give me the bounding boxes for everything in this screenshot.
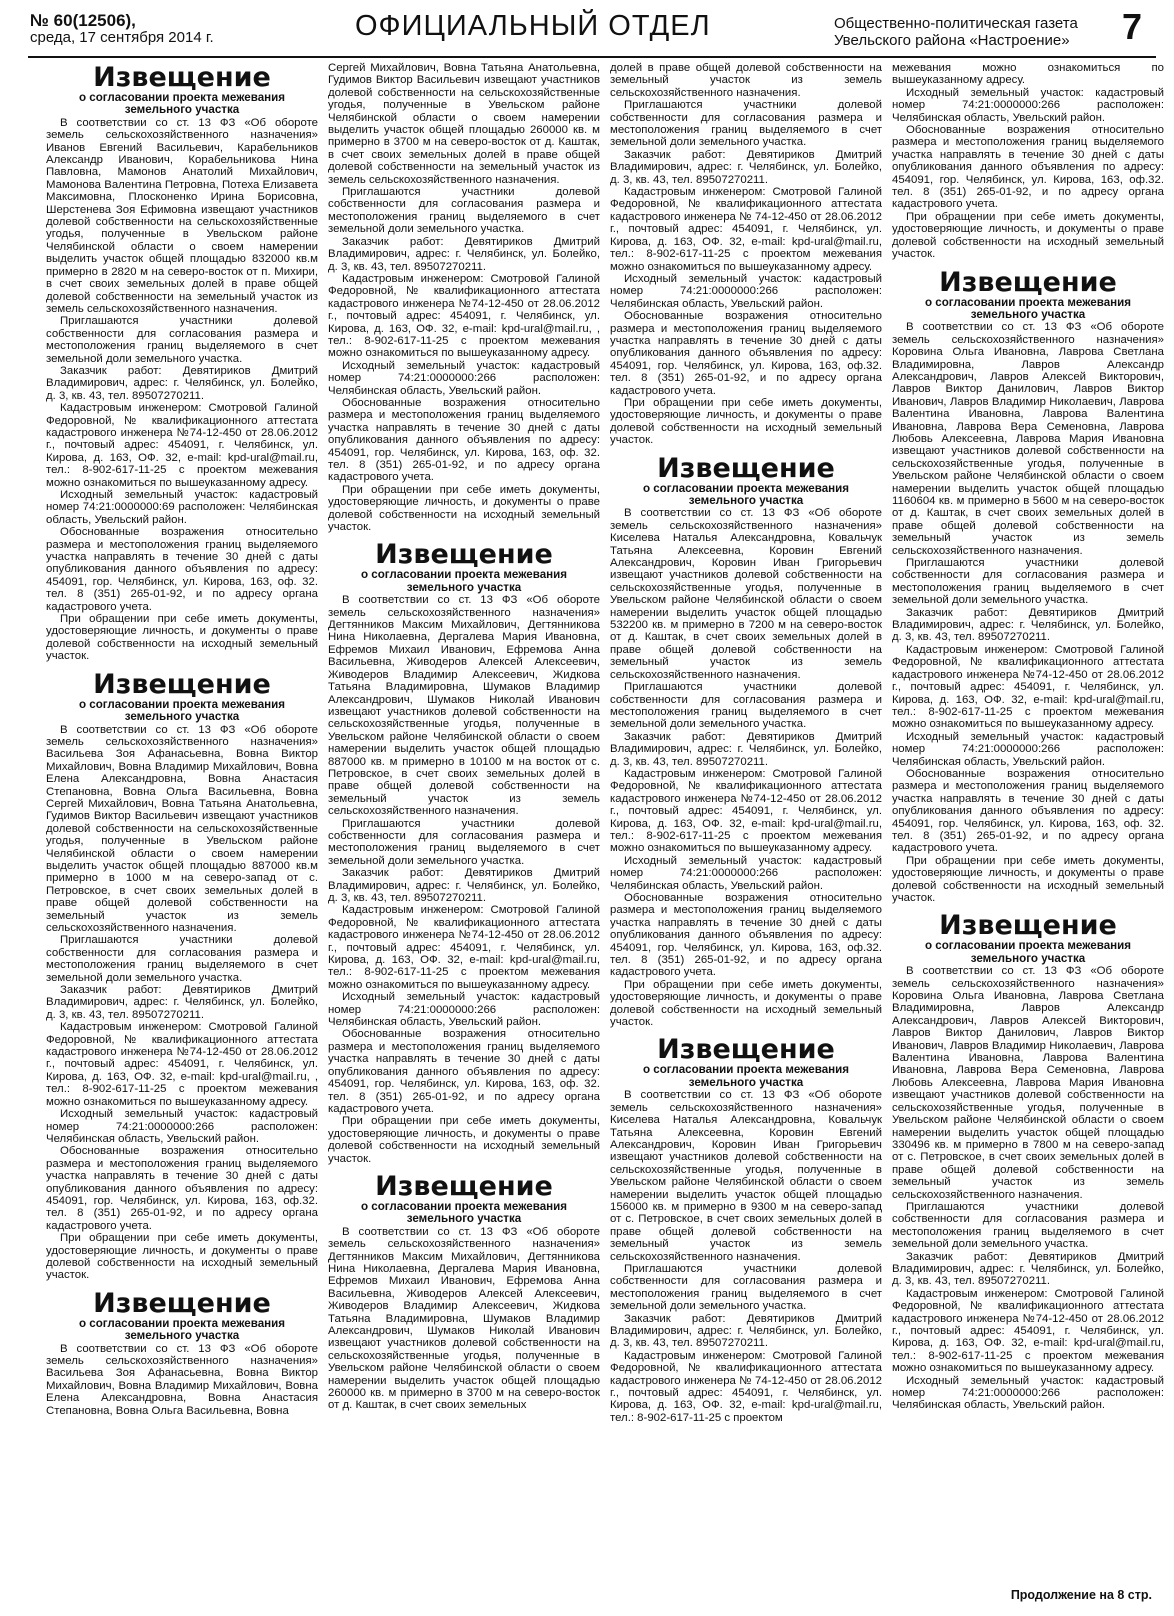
notice-subtitle: о согласовании проекта межевания земельного участка (78, 1316, 286, 1343)
notice-subtitle: о согласовании проекта межевания земельного участка (642, 1063, 850, 1089)
notice-paragraph: Заказчик работ: Девятириков Дмитрий Владимирович, адрес: г. Челябинск, ул. Болейко, д. 3, кв. 43, тел. 89507270211. (328, 867, 600, 904)
notice-paragraph: В соответствии со ст. 13 ФЗ «Об обороте земель сельскохозяйственного назначения» Коровина Ольга Ивановна, Лаврова Светлана Владимировна, Лавров Александр Александрович, Лавров Алексей Викторович, Лавров Виктор Данилович, Лавров Виктор Иванович, Лавров Владимир Николаевич, Лаврова Валентина Ивановна, Лаврова Валентина Ивановна, Лаврова Вера Семеновна, Лаврова Любовь Алексеевна, Лаврова Мария Ивановна извещают участников долевой собственности на сельскохозяйственные угодья, полученные в Увельском районе Челябинской области о своем намерении выделить участок общей площадью 1160604 кв. м примерно в 5600 м на северо-восток от д. Каштак, в счет своих земельных долей в праве общей долевой собственности на земельный участок из земель сельскохозяйственного назначения. (892, 321, 1164, 557)
notice (610, 452, 882, 1029)
notice-paragraph: Кадастровым инженером: Смотровой Галиной Федоровной, № квалификационного аттестата кадастрового инженера №74-12-450 от 28.06.2012 г., почтовый адрес: 454091, г. Челябинск, ул. Кирова, д. 163, ОФ. 32, e-mail: kpd-ural@mail.ru, тел.: 8-902-617-11-25 с проектом межевания можно ознакомиться по вышеуказанному адресу. (46, 402, 318, 489)
header-divider (28, 56, 1156, 58)
notice-paragraph: Обоснованные возражения относительно размера и местоположения границ выделяемого участка направлять в течение 30 дней с даты опубликования данного объявления по адресу: 454091, гор. Челябинск, ул. Кирова, 163, оф. 32. тел. 8 (351) 265-01-92, и по адресу органа кадастрового учета. (328, 1028, 600, 1115)
notice-paragraph: Приглашаются участники долевой собственности для согласования размера и местоположения границ выделяемого в счет земельной доли земельного участка. (610, 681, 882, 731)
notice-paragraph: Заказчик работ: Девятириков Дмитрий Владимирович, адрес: г. Челябинск, ул. Болейко, д. 3, кв. 43, тел. 89507270211. (892, 1250, 1164, 1288)
notice-paragraph: Кадастровым инженером: Смотровой Галиной Федоровной, № квалификационного аттестата кадастрового инженера №74-12-450 от 28.06.2012 г., почтовый адрес: 454091, г. Челябинск, ул. Кирова, д. 163, ОФ. 32, e-mail: kpd-ural@mail.ru, тел.: 8-902-617-11-25 с проектом межевания можно ознакомиться по вышеуказанному адресу. (892, 643, 1164, 731)
notice-paragraph: При обращении при себе иметь документы, удостоверяющие личность, и документы о праве долевой собственности на исходный земельный участок. (892, 210, 1164, 261)
notice-subtitle: о согласовании проекта межевания земельного участка (360, 1199, 568, 1226)
notice-paragraph: Приглашаются участники долевой собственности для согласования размера и местоположения границ выделяемого в счет земельной доли земельного участка. (46, 315, 318, 365)
notice-paragraph: Приглашаются участники долевой собственности для согласования размера и местоположения границ выделяемого в счет земельной доли земельного участка. (892, 1200, 1164, 1251)
notice-subtitle: о согласовании проекта межевания земельного участка (78, 697, 286, 724)
notice-paragraph: В соответствии со ст. 13 ФЗ «Об обороте земель сельскохозяйственного назначения» Дегтянников Максим Михайлович, Дегтянникова Нина Николаевна, Дергалева Мария Ивановна, Ефремов Михаил Иванович, Ефремова Анна Васильевна, Живодеров Алексей Алексеевич, Живодеров Владимир Алексеевич, Жидкова Татьяна Владимировна, Шумаков Владимир Александрович, Шумаков Николай Иванович извещают участников долевой собственности на сельскохозяйственные угодья, полученные в Увельском районе Челябинской области о своем намерении выделить участок общей площадью 887000 кв. м примерно в 10100 м на восток от с. Петровское, в счет своих земельных долей в праве общей долевой собственности на земельный участок из земель сельскохозяйственного назначения. (328, 594, 600, 818)
notice (610, 62, 882, 447)
notice-paragraph: В соответствии со ст. 13 ФЗ «Об обороте земель сельскохозяйственного назначения» Васильева Зоя Афанасьевна, Вовна Виктор Михайлович, Вовна Владимир Михайлович, Вовна Елена Александровна, Вовна Анастасия Степановна, Вовна Ольга Васильевна, Вовна (46, 1342, 318, 1417)
notice-paragraph: Кадастровым инженером: Смотровой Галиной Федоровной, № квалификационного аттестата кадастрового инженера № 74-12-450 от 28.06.2012 г., почтовый адрес: 454091, г. Челябинск, ул. Кирова, д. 163, ОФ. 32, e-mail: kpd-ural@mail.ru, тел.: 8-902-617-11-25 с проектом межевания можно ознакомиться по вышеуказанному адресу. (610, 186, 882, 273)
notice-paragraph: Заказчик работ: Девятириков Дмитрий Владимирович, адрес: г. Челябинск, ул. Болейко, д. 3, кв. 43, тел. 89507270211. (328, 235, 600, 273)
notice-title: Извещение (375, 1170, 553, 1202)
notice-paragraph: При обращении при себе иметь документы, удостоверяющие личность, и документы о праве долевой собственности на исходный земельный участок. (610, 396, 882, 447)
issue-info (30, 12, 214, 47)
page-number: 7 (1122, 6, 1143, 47)
notice-paragraph: Кадастровым инженером: Смотровой Галиной Федоровной, № квалификационного аттестата кадастрового инженера № 74-12-450 от 28.06.2012 г., почтовый адрес: 454091, г. Челябинск, ул. Кирова, д. 163, ОФ. 32, e-mail: kpd-ural@mail.ru, тел.: 8-902-617-11-25 с проектом (610, 1349, 882, 1424)
notice-paragraph: В соответствии со ст. 13 ФЗ «Об обороте земель сельскохозяйственного назначения» Дегтянников Максим Михайлович, Дегтянникова Нина Николаевна, Дергалева Мария Ивановна, Ефремов Михаил Иванович, Ефремова Анна Васильевна, Живодеров Алексей Алексеевич, Живодеров Владимир Алексеевич, Жидкова Татьяна Владимировна, Шумаков Владимир Александрович, Шумаков Николай Иванович извещают участников долевой собственности на сельскохозяйственные угодья, полученные в Увельском районе Челябинской области о своем намерении выделить участок общей площадью 260000 кв. м примерно в 3700 м на северо-восток от д. Каштак, в счет своих земельных (328, 1225, 600, 1412)
notice-paragraph: межевания можно ознакомиться по вышеуказанному адресу. (892, 62, 1164, 87)
notice (610, 1036, 882, 1424)
notice-paragraph: Обоснованные возражения относительно размера и местоположения границ выделяемого участка направлять в течение 30 дней с даты опубликования данного объявления по адресу: 454091, гор. Челябинск, ул. Кирова, 163, оф. 32. тел. 8 (351) 265-01-92, и по адресу органа кадастрового учета. (46, 526, 318, 613)
notice-paragraph: Исходный земельный участок: кадастровый номер 74:21:0000000:266 расположен: Челябинская область, Увельский район. (46, 1108, 318, 1145)
notice-paragraph: Исходный земельный участок: кадастровый номер 74:21:0000000:266 расположен: Челябинская область, Увельский район. (892, 1374, 1164, 1412)
notice (328, 62, 600, 533)
notice (892, 62, 1164, 261)
notice-paragraph: Обоснованные возражения относительно размера и местоположения границ выделяемого участка направлять в течение 30 дней с даты опубликования данного объявления по адресу: 454091, гор. Челябинск, ул. Кирова, 163, оф.32. тел. 8 (351) 265-01-92, и по адресу органа кадастрового учета. (610, 892, 882, 979)
notice (328, 1170, 600, 1412)
issue-number: № 60(12506), (30, 11, 136, 30)
notice-paragraph: Кадастровым инженером: Смотровой Галиной Федоровной, № квалификационного аттестата кадастрового инженера №74-12-450 от 28.06.2012 г., почтовый адрес: 454091, г. Челябинск, ул. Кирова, д. 163, ОФ. 32, e-mail: kpd-ural@mail.ru, тел.: 8-902-617-11-25 с проектом межевания можно ознакомиться по вышеуказанному адресу. (328, 904, 600, 991)
newspaper-name-line1: Общественно-политическая газета (834, 15, 1078, 32)
notice-paragraph: Приглашаются участники долевой собственности для согласования размера и местоположения границ выделяемого в счет земельной доли земельного участка. (328, 817, 600, 867)
newspaper-name (834, 15, 1078, 50)
notice-paragraph: Обоснованные возражения относительно размера и местоположения границ выделяемого участка направлять в течение 30 дней с даты опубликования данного объявления по адресу: 454091, гор. Челябинск, ул. Кирова, 163, оф.32. тел. 8 (351) 265-01-92, и по адресу органа кадастрового учета. (46, 1145, 318, 1232)
newspaper-name-line2: Увельского района «Настроение» (834, 32, 1070, 50)
notice-title: Извещение (93, 62, 271, 93)
notice-paragraph: Обоснованные возражения относительно размера и местоположения границ выделяемого участка направлять в течение 30 дней с даты опубликования данного объявления по адресу: 454091, гор. Челябинск, ул. Кирова, 163, оф.32. тел. 8 (351) 265-01-92, и по адресу органа кадастрового учета. (610, 310, 882, 397)
notice-subtitle: о согласовании проекта межевания земельного участка (642, 481, 850, 507)
notice-title: Извещение (93, 668, 271, 700)
notice-subtitle: о согласовании проекта межевания земельного участка (78, 91, 286, 117)
notice-paragraph: Исходный земельный участок: кадастровый номер 74:21:0000000:266 расположен: Челябинская область, Увельский район. (328, 991, 600, 1029)
notice-paragraph: Исходный земельный участок: кадастровый номер 74:21:0000000:69 расположен: Челябинская область, Увельский район. (46, 489, 318, 526)
notice-paragraph: Сергей Михайлович, Вовна Татьяна Анатольевна, Гудимов Виктор Васильевич извещают участников долевой собственности на сельскохозяйственные угодья, полученные в Увельском районе Челябинской области о своем намерении выделить участок общей площадью 260000 кв. м примерно в 3700 м на северо-восток от д. Каштак, в счет своих земельных долей в праве общей долевой собственности на земельный участок из земель сельскохозяйственного назначения. (328, 62, 600, 186)
notice-title: Извещение (657, 1034, 835, 1066)
notice-paragraph: Заказчик работ: Девятириков Дмитрий Владимирович, адрес: г. Челябинск, ул. Болейко, д. 3, кв. 43, тел. 89507270211. (610, 148, 882, 186)
notice (46, 1287, 318, 1417)
notice-paragraph: При обращении при себе иметь документы, удостоверяющие личность, и документы о праве долевой собственности на исходный земельный участок. (46, 613, 318, 663)
notice-paragraph: Заказчик работ: Девятириков Дмитрий Владимирович, адрес: г. Челябинск, ул. Болейко, д. 3, кв. 43, тел. 89507270211. (892, 606, 1164, 644)
notice-title: Извещение (939, 910, 1117, 942)
column-4 (892, 62, 1164, 1602)
notice-paragraph: В соответствии со ст. 13 ФЗ «Об обороте земель сельскохозяйственного назначения» Иванов Евгений Васильевич, Карабельников Александр Иванович, Корабельникова Нина Павловна, Мамонов Анатолий Михайлович, Мамонова Валентина Петровна, Потеха Елизавета Максимовна, Плосконенко Ирина Борисовна, Шерстенева Зоя Ефимовна извещают участников долевой собственности на сельскохозяйственные угодья, полученные в Увельском районе Челябинской области о своем намерении выделить участок общей площадью 832000 кв.м примерно в 2820 м на северо-восток от п. Михири, в счет своих земельных долей в праве общей долевой собственности на земельный участок из земель сельскохозяйственного назначения. (46, 116, 318, 315)
notice-subtitle: о согласовании проекта межевания земельного участка (924, 939, 1132, 965)
notice-paragraph: Обоснованные возражения относительно размера и местоположения границ выделяемого участка направлять в течение 30 дней с даты опубликования данного объявления по адресу: 454091, гор. Челябинск, ул. Кирова, 163, оф. 32. тел. 8 (351) 265-01-92, и по адресу органа кадастрового учета. (328, 396, 600, 484)
notice (46, 668, 318, 1282)
notice-paragraph: Исходный земельный участок: кадастровый номер 74:21:0000000:266 расположен: Челябинская область, Увельский район. (892, 730, 1164, 768)
notice (892, 912, 1164, 1411)
notice-paragraph: При обращении при себе иметь документы, удостоверяющие личность, и документы о праве долевой собственности на исходный земельный участок. (610, 978, 882, 1029)
notice-subtitle: о согласовании проекта межевания земельного участка (360, 568, 568, 594)
notice-title: Извещение (657, 452, 835, 484)
column-2 (328, 62, 600, 1602)
notice (46, 64, 318, 663)
notice-paragraph: Исходный земельный участок: кадастровый номер 74:21:0000000:266 расположен: Челябинская область, Увельский район. (610, 272, 882, 310)
notice-paragraph: Исходный земельный участок: кадастровый номер 74:21:0000000:266 расположен: Челябинская область, Увельский район. (892, 86, 1164, 124)
section-title: ОФИЦИАЛЬНЫЙ ОТДЕЛ (355, 10, 711, 42)
notice-paragraph: Приглашаются участники долевой собственности для согласования размера и местоположения границ выделяемого в счет земельной доли земельного участка. (892, 557, 1164, 607)
notice-paragraph: При обращении при себе иметь документы, удостоверяющие личность, и документы о праве долевой собственности на исходный земельный участок. (328, 1115, 600, 1165)
notice-paragraph: Кадастровым инженером: Смотровой Галиной Федоровной, № квалификационного аттестата кадастрового инженера №74-12-450 от 28.06.2012 г., почтовый адрес: 454091, г. Челябинск, ул. Кирова, д. 163, ОФ. 32, e-mail: kpd-ural@mail.ru, тел.: 8-902-617-11-25 с проектом межевания можно ознакомиться по вышеуказанному адресу. (892, 1287, 1164, 1375)
notice-paragraph: В соответствии со ст. 13 ФЗ «Об обороте земель сельскохозяйственного назначения» Киселева Наталья Александровна, Ковальчук Татьяна Алексеевна, Коровин Евгений Александрович, Коровин Иван Григорьевич извещают участников долевой собственности на сельскохозяйственные угодья, полученные в Увельском районе Челябинской области о своем намерении выделить участок общей площадью 156000 кв. м примерно в 9300 м на северо-запад от с. Петровское, в счет своих земельных долей в праве общей долевой собственности на земельный участок из земель сельскохозяйственного назначения. (610, 1089, 882, 1263)
notice-paragraph: Приглашаются участники долевой собственности для согласования размера и местоположения границ выделяемого в счет земельной доли земельного участка. (610, 1262, 882, 1313)
notice-paragraph: Заказчик работ: Девятириков Дмитрий Владимирович, адрес: г. Челябинск, ул. Болейко, д. 3, кв. 43, тел. 89507270211. (610, 730, 882, 768)
notice (328, 541, 600, 1165)
notice-paragraph: При обращении при себе иметь документы, удостоверяющие личность, и документы о праве долевой собственности на исходный земельный участок. (46, 1232, 318, 1282)
notice-paragraph: Кадастровым инженером: Смотровой Галиной Федоровной, № квалификационного аттестата кадастрового инженера №74-12-450 от 28.06.2012 г., почтовый адрес: 454091, г. Челябинск, ул. Кирова, д. 163, ОФ. 32, e-mail: kpd-ural@mail.ru, , тел.: 8-902-617-11-25 с проектом межевания можно ознакомиться по вышеуказанному адресу. (328, 272, 600, 360)
page-header (0, 0, 1174, 56)
notice-paragraph: Приглашаются участники долевой собственности для согласования размера и местоположения границ выделяемого в счет земельной доли земельного участка. (46, 934, 318, 984)
notice-paragraph: долей в праве общей долевой собственности на земельный участок из земель сельскохозяйственного назначения. (610, 62, 882, 99)
notice-paragraph: В соответствии со ст. 13 ФЗ «Об обороте земель сельскохозяйственного назначения» Коровина Ольга Ивановна, Лаврова Светлана Владимировна, Лавров Александр Александрович, Лавров Алексей Викторович, Лавров Виктор Данилович, Лавров Виктор Иванович, Лавров Владимир Николаевич, Лаврова Валентина Ивановна, Лаврова Валентина Ивановна, Лаврова Вера Семеновна, Лаврова Любовь Алексеевна, Лаврова Мария Ивановна извещают участников долевой собственности на сельскохозяйственные угодья, полученные в Увельском районе Челябинской области о своем намерении выделить участок общей площадью 330496 кв. м примерно в 7800 м на северо-запад от с. Петровское, в счет своих земельных долей в праве общей долевой собственности на земельный участок из земель сельскохозяйственного назначения. (892, 965, 1164, 1201)
notice-title: Извещение (375, 539, 553, 571)
notice-paragraph: Кадастровым инженером: Смотровой Галиной Федоровной, № квалификационного аттестата кадастрового инженера №74-12-450 от 28.06.2012 г., почтовый адрес: 454091, г. Челябинск, ул. Кирова, д. 163, ОФ. 32, e-mail: kpd-ural@mail.ru, , тел.: 8-902-617-11-25 с проектом межевания можно ознакомиться по вышеуказанному адресу. (46, 1021, 318, 1108)
notice-paragraph: В соответствии со ст. 13 ФЗ «Об обороте земель сельскохозяйственного назначения» Киселева Наталья Александровна, Ковальчук Татьяна Алексеевна, Коровин Евгений Александрович, Коровин Иван Григорьевич извещают участников долевой собственности на сельскохозяйственные угодья, полученные в Увельском районе Челябинской области о своем намерении выделить участок общей площадью 532200 кв. м примерно в 7200 м на северо-восток от д. Каштак, в счет своих земельных долей в праве общей долевой собственности на земельный участок из земель сельскохозяйственного назначения. (610, 507, 882, 681)
notice-subtitle: о согласовании проекта межевания земельного участка (924, 295, 1132, 321)
notice-paragraph: Исходный земельный участок: кадастровый номер 74:21:0000000:266 расположен: Челябинская область, Увельский район. (328, 359, 600, 397)
notice-paragraph: Приглашаются участники долевой собственности для согласования размера и местоположения границ выделяемого в счет земельной доли земельного участка. (610, 99, 882, 149)
notice-paragraph: Обоснованные возражения относительно размера и местоположения границ выделяемого участка направлять в течение 30 дней с даты опубликования данного объявления по адресу: 454091, гор. Челябинск, ул. Кирова, 163, оф. 32. тел. 8 (351) 265-01-92, и по адресу органа кадастрового учета. (892, 767, 1164, 855)
notice (892, 266, 1164, 905)
notice-paragraph: В соответствии со ст. 13 ФЗ «Об обороте земель сельскохозяйственного назначения» Васильева Зоя Афанасьевна, Вовна Виктор Михайлович, Вовна Владимир Михайлович, Вовна Елена Александровна, Вовна Анастасия Степановна, Вовна Ольга Васильевна, Вовна Сергей Михайлович, Вовна Татьяна Анатольевна, Гудимов Виктор Васильевич извещают участников долевой собственности на сельскохозяйственные угодья, полученные в Увельском районе Челябинской области о своем намерении выделить участок общей площадью 887000 кв.м примерно в 1000 м на северо-запад от с. Петровское, в счет своих земельных долей в праве общей долевой собственности на земельный участок из земель сельскохозяйственного назначения. (46, 723, 318, 934)
notice-paragraph: Исходный земельный участок: кадастровый номер 74:21:0000000:266 расположен: Челябинская область, Увельский район. (610, 854, 882, 892)
column-1 (46, 62, 318, 1602)
notice-paragraph: Заказчик работ: Девятириков Дмитрий Владимирович, адрес: г. Челябинск, ул. Болейко, д. 3, кв. 43, тел. 89507270211. (610, 1312, 882, 1350)
issue-date: среда, 17 сентября 2014 г. (30, 29, 214, 47)
notice-paragraph: При обращении при себе иметь документы, удостоверяющие личность, и документы о праве долевой собственности на исходный земельный участок. (328, 483, 600, 534)
continued-note: Продолжение на 8 стр. (1010, 1588, 1152, 1602)
notice-paragraph: При обращении при себе иметь документы, удостоверяющие личность, и документы о праве долевой собственности на исходный земельный участок. (892, 854, 1164, 904)
notice-paragraph: Кадастровым инженером: Смотровой Галиной Федоровной, № квалификационного аттестата кадастрового инженера №74-12-450 от 28.06.2012 г., почтовый адрес: 454091, г. Челябинск, ул. Кирова, д. 163, ОФ. 32, e-mail: kpd-ural@mail.ru, тел.: 8-902-617-11-25 с проектом межевания можно ознакомиться по вышеуказанному адресу. (610, 767, 882, 855)
notice-title: Извещение (939, 266, 1117, 298)
notice-paragraph: Приглашаются участники долевой собственности для согласования размера и местоположения границ выделяемого в счет земельной доли земельного участка. (328, 186, 600, 236)
column-3 (610, 62, 882, 1602)
notice-paragraph: Заказчик работ: Девятириков Дмитрий Владимирович, адрес: г. Челябинск, ул. Болейко, д. 3, кв. 43, тел. 89507270211. (46, 364, 318, 402)
notice-title: Извещение (93, 1287, 271, 1319)
notice-paragraph: Заказчик работ: Девятириков Дмитрий Владимирович, адрес: г. Челябинск, ул. Болейко, д. 3, кв. 43, тел. 89507270211. (46, 984, 318, 1021)
notice-paragraph: Обоснованные возражения относительно размера и местоположения границ выделяемого участка направлять в течение 30 дней с даты опубликования данного объявления по адресу: 454091, гор. Челябинск, ул. Кирова, 163, оф.32. тел. 8 (351) 265-01-92, и по адресу органа кадастрового учета. (892, 124, 1164, 211)
